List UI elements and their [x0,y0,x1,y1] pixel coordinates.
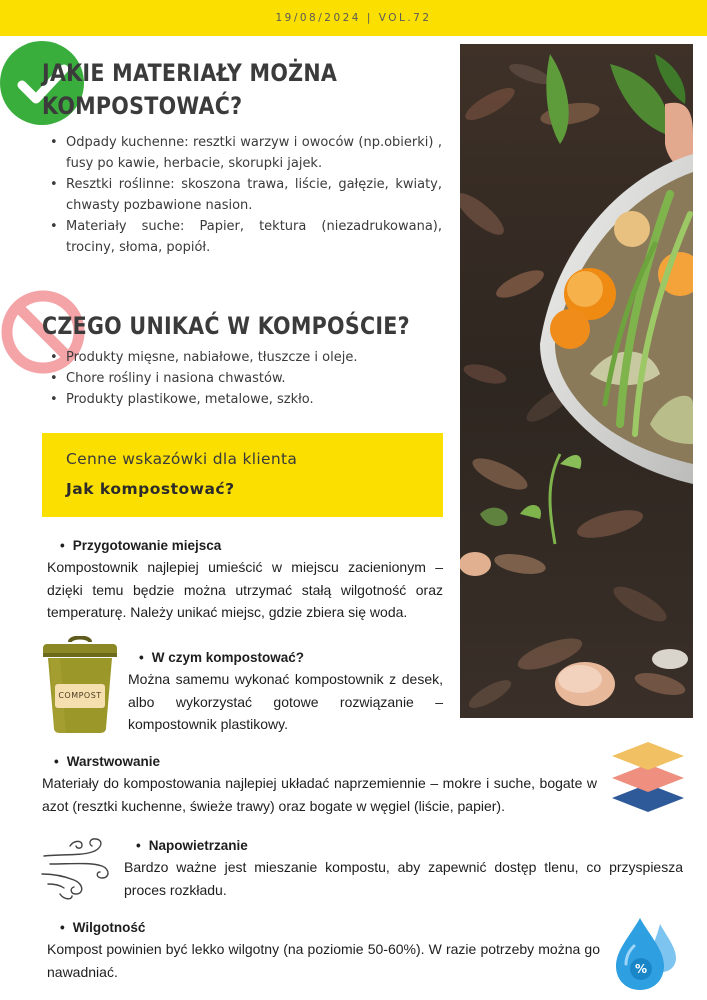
section-text-moisture: Kompost powinien być lekko wilgotny (na poziomie 50-60%). W razie potrzeby można go nawadniać. [47,941,600,980]
issue-date: 19/08/2024 | VOL.72 [275,12,432,24]
list-item: • Chore rośliny i nasiona chwastów. [42,368,442,389]
wind-icon [40,834,116,904]
allowed-title [42,57,337,123]
compost-photo [460,44,693,718]
tip-box [42,433,443,517]
list-item: • Odpady kuchenne: resztki warzyw i owoców (np.obierki) , fusy po kawie, herbacie, skorupki jajek. [42,132,442,174]
section-title-moisture: • Wilgotność [60,920,145,935]
avoid-title: CZEGO UNIKAĆ W KOMPOŚCIE? [42,312,410,340]
allowed-title-line1: JAKIE MATERIAŁY MOŻNA [42,59,338,87]
allowed-title-line2: KOMPOSTOWAĆ? [42,92,243,120]
list-item: • Produkty plastikowe, metalowe, szkło. [42,389,442,410]
section-title-air: • Napowietrzanie [136,838,248,853]
compost-bin-label: COMPOST [58,691,102,700]
tip-title: Jak kompostować? [66,480,235,498]
water-drops-icon [610,914,680,994]
section-title-what: • W czym kompostować? [139,650,304,665]
tip-subtitle: Cenne wskazówki dla klienta [66,450,298,468]
section-text-what: Można samemu wykonać kompostownik z desek, albo wykorzystać gotowe rozwiązanie – kompostownik plastikowy. [128,671,443,732]
list-item: • Materiały suche: Papier, tektura (niezadrukowana), trociny, słoma, popiół. [42,216,442,258]
list-item: • Produkty mięsne, nabiałowe, tłuszcze i oleje. [42,347,442,368]
section-title-place: • Przygotowanie miejsca [60,538,221,553]
compost-bin-icon [40,636,120,734]
section-text-air: Bardzo ważne jest mieszanie kompostu, aby zapewnić dostęp tlenu, co przyspiesza proces rozkładu. [124,859,683,898]
section-text-place: Kompostownik najlepiej umieścić w miejscu zacienionym – dzięki temu będzie można utrzymać stałą wilgotność oraz temperaturę. Należy unikać miejsc, gdzie zbiera się woda. [47,559,443,620]
water-drops-symbol: % [634,962,648,976]
compost-photo-illustration [460,44,693,718]
allowed-list [42,132,442,258]
section-text-layers: Materiały do kompostowania najlepiej układać naprzemiennie – mokre i suche, bogate w azot (resztki kuchenne, świeże trawy) oraz bogate w węgiel (liście, papier). [42,775,597,814]
avoid-list [42,347,442,410]
header-bar [0,0,707,36]
layers-icon [610,738,686,814]
section-title-layers: • Warstwowanie [54,754,160,769]
list-item: • Resztki roślinne: skoszona trawa, liście, gałęzie, kwiaty, chwasty pozbawione nasion. [42,174,442,216]
